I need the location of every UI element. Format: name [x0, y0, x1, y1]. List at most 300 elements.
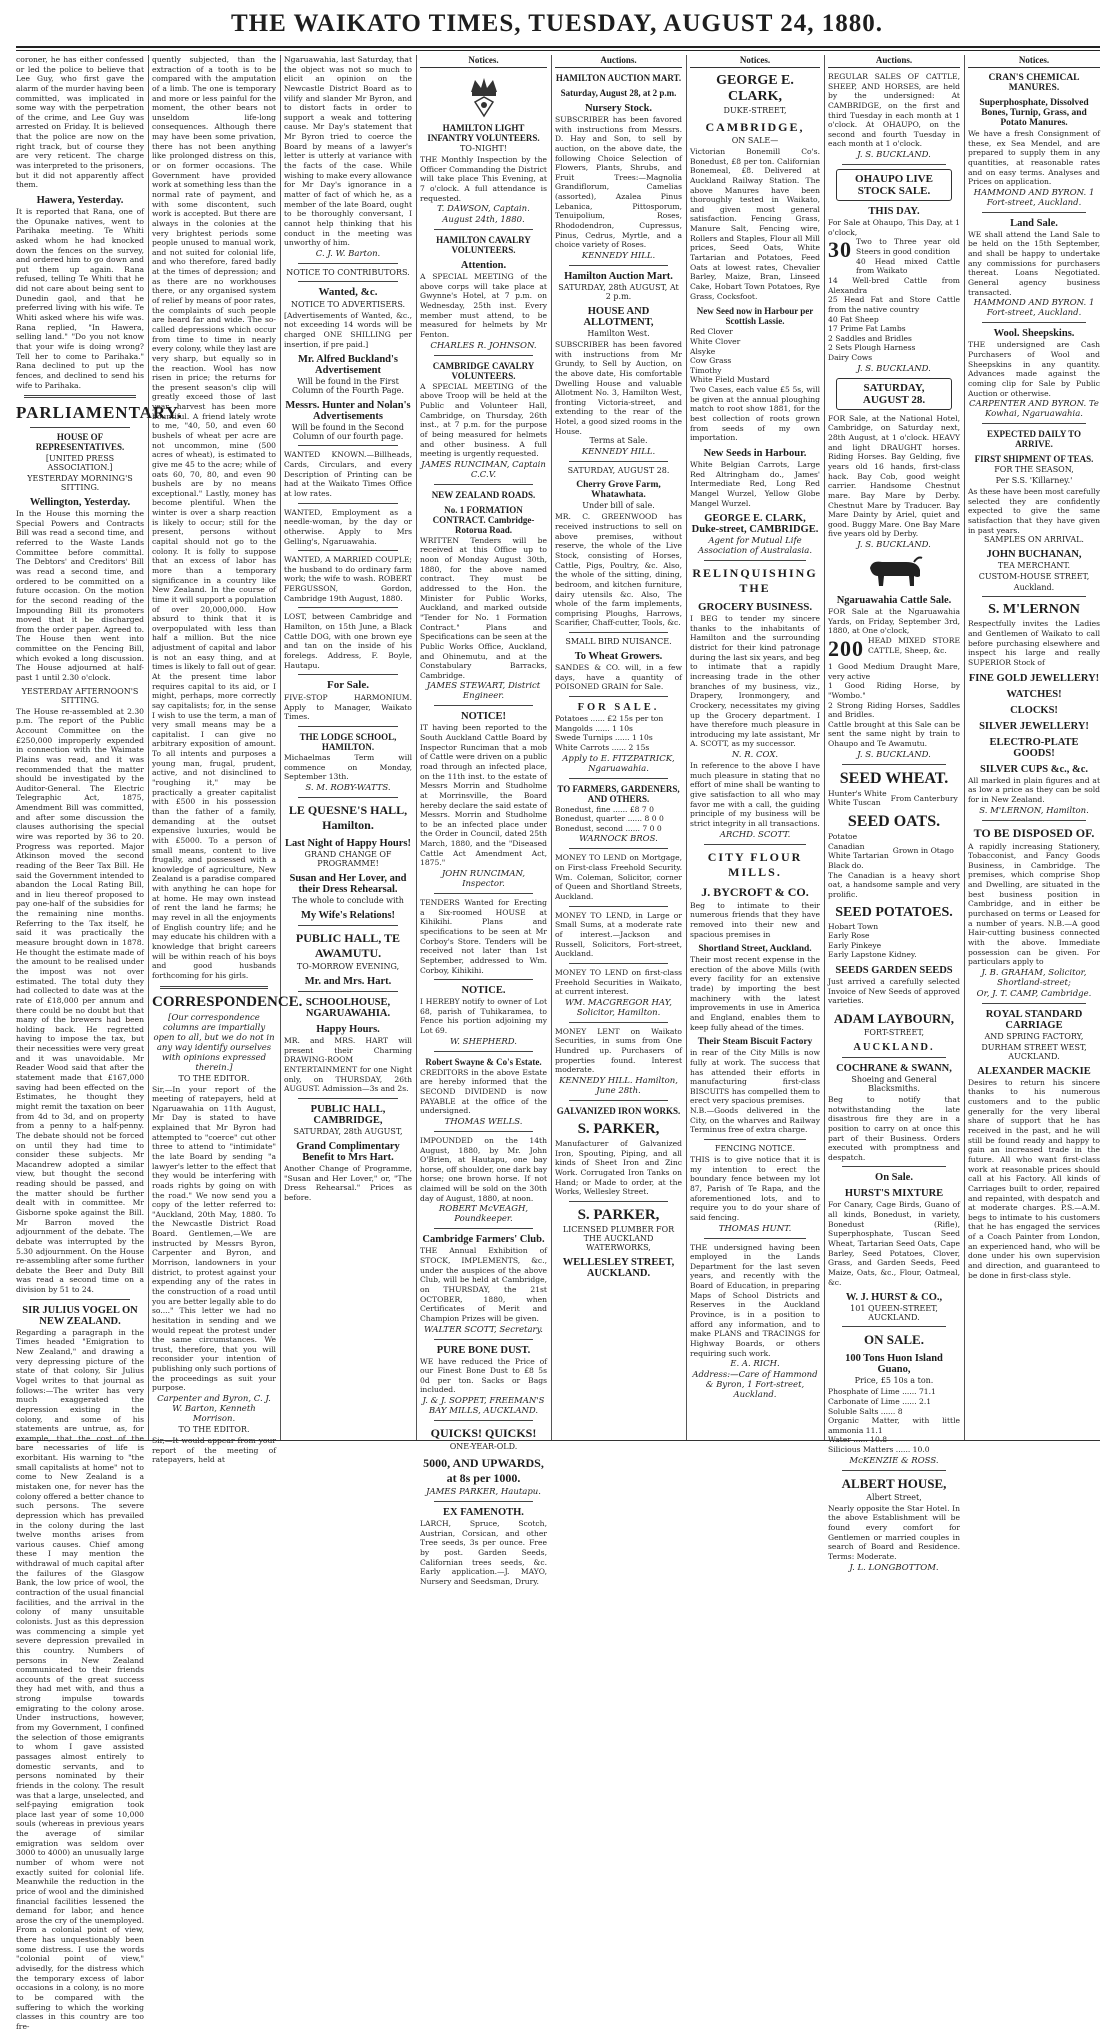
ad-item: ELECTRO-PLATE GOODS! [989, 736, 1079, 759]
ad-signature: ROBERT McVEAGH, Poundkeeper. [438, 1204, 529, 1225]
ad-text: Victorian Bonemill Co's. Bonedust, £8 per ton. Californian Bonemeal, £8. Delivered at Auckland Railway Station. The above Manures have been thoroughly tested in Waikato, and given most general satisfaction. Fencing Grass, Manure Salt, Fencing wire, Rollers and Staples, Flour all Mill prices, Seed Oats, White Tartarian and Potatoes, Feed Oats at lowest rates, Chevalier Barley, Maize, Bran, Linseed Cake, Hobart Town Potatoes, Rye Grass, Cocksfoot. [690, 147, 820, 301]
ad-sub: ON SALE— [731, 136, 779, 145]
ad-title: TO BE DISPOSED OF. [973, 825, 1095, 840]
column-header: Notices. [690, 55, 820, 68]
seed-row: Timothy [690, 365, 722, 375]
wanted-note: NOTICE TO ADVERTISERS. [290, 299, 406, 309]
ad-text: For Canary, Cage Birds, Guano of all kinds, Bonedust, in variety, Bonedust (Rifle), Superphosphate, Tuscan Seed Wheat, Tartarian Seed Oats, Cape Barley, Seed Potatoes, Clover, Grass, and Garden Seeds, Feed Maize, Oats, &c., Flour, Oatmeal, &c. [828, 1200, 960, 1287]
analysis-row: Phosphate of Lime ...... 71.1 [828, 1387, 936, 1397]
ad-sub: Hamilton West. [587, 328, 650, 338]
ad-address: Albert Street, [866, 1492, 922, 1502]
ad-text: SUBSCRIBER has been favored with instructions from Messrs. D. Hay and Son, to sell by auction, on the above date, the following Choice Selection of Flowers, Plants, Shrubs, and Fruit Trees:—Magnolia Grandiflorum, Camelias (assorted), Azalea Pinus Lebanica, Pittosporum, Tenuipolium, Roses, Rhododendron, Cupressus, Pinus, Cedrus, Myrtle, and a choice variety of Roses. [555, 115, 682, 250]
ad-title: CAMBRIDGE CAVALRY VOLUNTEERS. [432, 360, 535, 381]
ad-note: Agent for Mutual Life Association of Australasia. [697, 536, 813, 557]
ad-ship: Per S.S. 'Killarney.' [995, 476, 1073, 486]
ad-title: RELINQUISHING THE [692, 566, 818, 596]
ad-text: IT having been reported to the South Auckland Cattle Board by Inspector Runciman that a mob of Cattle were driven on a public road through an infected place, on the 11th inst. to the estate of Messrs Morrin and Studholme at Morrinsville, the Board hereby declare the said estate of Messrs. Morrin and Studholme to be an infected place under the Order in Council, dated 25th March, 1880, and the "Diseased Cattle Act Amendment Act, 1875." [420, 723, 547, 868]
ad-note: N.B.—Goods delivered in the City, on the wharves and Railway Terminus free of extra charge. [690, 1106, 820, 1135]
ad-title: EX FAMENOTH. [443, 1507, 524, 1519]
lot-list [868, 636, 960, 662]
ad-text: Two Cases, each value £5 5s, will be given at the annual ploughing match to root show 1881, for the best collection of roots grown from seeds of my own importation. [690, 385, 820, 443]
bull-icon [862, 554, 926, 590]
wheat-origin: From Canterbury [890, 793, 958, 803]
ad-sub: To Wheat Growers. [574, 651, 663, 663]
news-text: quently subjected, than the extraction of a tooth is to be compared with the amputation of a limb. The one is temporary and more or less painful for the moment, the other bears not unseldom life-long consequences. Although there may have been some privation, there has not been anything like prolonged distress on this, or on former occasions. The Government have provided work at something less than the normal rate of payment, and with some discontent, such work is accepted. But there are always in the colonies at the very brightest periods some people unused to manual work, and not suited for colonial life, and who therefore, fared badly at the times of depression; and as there are no workhouses there, or any organised system of relief by means of poor rates, the complaints of such people are heard far and wide. The so-called depressions which occur from time to time in nearly every colony, while they last are very sharp, but equally so in the reaction. Wool has now risen in price; the returns for the present season's clip will greatly exceed those of last year, harvest has been more bountiful. A friend lately wrote to me, "40, 50, and even 60 bushels of wheat per acre are not uncommon, mine (500 acres of wheat), is estimated to give me 45 to the acre; while of oats 60, 70, 80, and even 90 bushels are by no means exceptional." Lastly, money has become plentiful. When the winter is over a sharp reaction is likely to occur; still for the present, persons without capital should not go to the colony. It is folly to suppose that an excess of labor has more than a temporary significance in a country like New Zealand. In the course of time it will support a population of over 20,000,000. How absurd to think that it is overpopulated with less than half a million. But the nice adjustment of capital and labor is not an easy thing, and at times is likely to fall out of gear. At the present time labor requires capital to its aid, or I might, perhaps, more correctly say capitalists; for, in the sense I wish to use the term, a man of very small means may be a capitalist. I can give no arbitrary exposition of amount. To all intents and purposes a young man, frugal, prudent, active, and not disinclined to "roughing it," may be practically a greater capitalist with £500 in his possession than the father of a family, demanding at the outset expensive luxuries, would be with £5000. To a person of small means, content to live frugally, and possessed with a knowledge of agriculture, New Zealand is a paradise compared with anything he can hope for at home. He may own instead of rent the land he farms; he may revel in all the enjoyments of English country life; and he may educate his children with a knowledge that bright careers will be within reach of his boys and good husbands forthcoming for his girls. [152, 55, 276, 980]
hall-happy: Last Night of Happy Hours! [284, 838, 411, 850]
seed-list [690, 327, 820, 385]
price-row: Swede Turnips ...... 1 10s [555, 733, 653, 743]
letter-text: Sir,—In your report of the meeting of ratepayers, held at Ngaruawahia on 11th August, Mr Day is stated to have explained that Mr Byron had attempted to "coerce" cut other three to attend to "intimidate" the late Board by sending "a lawyer's letter to the effect that they would be interfering with roads rights by going on with the road." We now send you a copy of the letter referred to: "Auckland, 20th May, 1880. To the Newcastle District Road Board. Gentlemen,—We are instructed by Messrs Byron, Carpenter and Byron, and Morrison, landowners in your district, to protest against your expending any of the rates in the construction of a road until you are better legally able to do so...." This letter we had no hesitation in sending and we would repeat the protest under the same circumstances. We trust, therefore, that you will reconsider your intention of publishing only such portions of the proceedings as suit your purpose. [152, 1084, 276, 1393]
ad-signature: HAMMOND AND BYRON. 1 Fort-street, Auckland. [973, 298, 1095, 319]
ad-signature: THOMAS HUNT. [718, 1223, 792, 1234]
ad-title: HAMILTON LIGHT INFANTRY VOLUNTEERS. [427, 123, 540, 143]
ad-text: MONEY TO LEND, in Large or Small Sums, at a moderate rate of interest.—Jackson and Russell, Solicitors, Fort-street, Auckland. [555, 910, 682, 959]
ad-title: NOTICE! [461, 711, 506, 723]
column-divider [824, 55, 825, 1440]
ad-name: S. M'LERNON [988, 602, 1080, 618]
ad-signature: GEORGE E. CLARK, Duke-street, CAMBRIDGE. [691, 513, 819, 536]
ad-title: CITY FLOUR MILLS. [707, 849, 803, 879]
ohaupo-banner: OHAUPO LIVE STOCK SALE. [836, 169, 952, 201]
ad-signature: WALTER SCOTT, Secretary. [424, 1324, 543, 1335]
column-4 [420, 55, 547, 1586]
public-hall: PUBLIC HALL, TE AWAMUTU. [295, 931, 401, 961]
ad-text: A rapidly increasing Stationery, Tobacconist, and Fancy Goods Business, in Cambridge. The premises, which comprise Shop and Dwelling, are situated in the best business position in Cambridge, and in either be purchased on terms or Leased for a number of years. N.B.—A good Hair-cutting business connected with the above. Immediate possession can be given. For particulars apply to [968, 841, 1100, 967]
ad-title: Robert Swayne & Co's Estate. [425, 1056, 542, 1067]
ad-name: S. PARKER, [577, 1206, 660, 1223]
news-text: In the House this morning the Special Powers and Contracts Bill was read a second time, and referred to the Waste Lands Committee before committal. The Debtors' and Creditors' Bill was read a second time, and ordered to be committed on a future occasion. On the motion for the second reading of the Impounding Bill its promoters moved that it be discharged from the order paper. Agreed to. The House then went into committee on the Fencing Bill, which evoked a long discussion. The House adjourned at half-past 1 until 2.30 o'clock. [16, 509, 144, 683]
oats-origin: Grown in Otago [892, 846, 954, 856]
lot-list [856, 237, 960, 276]
ad-sub: SAMPLES ON ARRIVAL. [984, 535, 1084, 545]
ad-address: 101 QUEEN-STREET, AUCKLAND. [850, 1304, 938, 1323]
lot-row: 25 Head Fat and Store Cattle from the native country [828, 295, 960, 314]
ad-signature: WARNOCK BROS. [579, 834, 658, 845]
cam-title: PUBLIC HALL, CAMBRIDGE, [310, 1103, 386, 1126]
ad-text: WRITTEN Tenders will be received at this Office up to noon of Monday August 30th, 1880, for the above named contract. They must be addressed to the Hon. the Minister for Public Works, Auckland, and marked outside "Tender for No. 1 Formation Contract." Plans and Specifications can be seen at the Public Works Office, Auckland, and Ohinemutu, and at the Constabulary Barracks, Cambridge. [420, 535, 547, 680]
ad-title: TO FARMERS, GARDENERS, AND OTHERS. [557, 783, 680, 804]
ad-title: Mr. Alfred Buckland's Advertisement [297, 354, 399, 377]
seed-row: Cow Grass [690, 356, 732, 366]
ad-date: Saturday, August 28, at 2 p.m. [560, 88, 677, 98]
ad-title: SEED WHEAT. [839, 769, 949, 787]
ad-text: SUBSCRIBER has been favored with instructions from Mr Grundy, to Sell by Auction, on the above date, His comfortable Dwelling House and valuable Allotment No. 3, Hamilton West, fronting Victoria-street, and extending to the rear of the Hotel, a good sized rooms in the House. [555, 339, 682, 436]
ad-sub: Superphosphate, Dissolved Bones, Turnip, Grass, and Potato Manures. [979, 98, 1089, 128]
ad-text: WANTED KNOWN.—Billheads, Cards, Circulars, and every Description of Printing can be had at the Waikato Times Office at low rates. [284, 450, 412, 498]
potato-row: Hobart Town [828, 921, 879, 931]
column-header: Notices. [968, 55, 1100, 68]
ad-item: SILVER CUPS &c., &c. [979, 763, 1089, 775]
analysis-row: Carbonate of Lime ...... 2.1 [828, 1396, 932, 1406]
column-divider [964, 55, 965, 1440]
ad-text: MR. and MRS. HART will present their Charming DRAWING-ROOM ENTERTAINMENT for one Night only, on THURSDAY, 26th AUGUST. Admission—3s and 2s. [284, 1036, 412, 1094]
ad-signature: THOMAS WELLS. [444, 1116, 523, 1127]
ad-text: I HEREBY notify to owner of Lot 68, parish of Tuhikaramea, to Fence his portion adjoining my Lot 69. [420, 997, 547, 1036]
ad-text: LARCH, Spruce, Scotch, Austrian, Corsican, and other Tree seeds, 3s per ounce. Free by post. Garden Seeds, Californian trees seeds, &c. Early application.—J. MAYO, Nursery and Seedsman, Drury. [420, 1519, 547, 1586]
ad-text: Manufacturer of Galvanized Iron, Spouting, Piping, and all kinds of Sheet Iron and Zinc Work. Corrugated Iron Tanks on Hand; or Made to order, at the Works, Wellesley Street. [555, 1139, 682, 1197]
ad-sub: Attention. [460, 260, 507, 272]
ad-title: For Sale. [327, 679, 369, 692]
ad-town: CAMBRIDGE, [705, 120, 805, 134]
notice-contributors: NOTICE TO CONTRIBUTORS. [286, 267, 410, 277]
to-editor: TO THE EDITOR. [178, 1425, 250, 1434]
lot-row: 40 Head mixed Cattle from Waikato [856, 256, 960, 276]
ad-name: ADAM LAYBOURN, [833, 1011, 955, 1026]
column-header: Notices. [420, 55, 547, 68]
ad-signature: CHARLES R. JOHNSON. [430, 340, 537, 351]
column-8 [968, 55, 1100, 1440]
ad-text: Cattle brought at this Sale can be sent the same night by train to Ohaupo and Te Awamutu. [828, 719, 960, 749]
letter-signature: Carpenter and Byron, C. J. W. Barton, Kenneth Morrison. [157, 1394, 271, 1424]
ad-title: GROCERY BUSINESS. [697, 601, 813, 614]
ad-title: HAMILTON AUCTION MART. [555, 73, 682, 83]
ad-text: [Advertisements of Wanted, &c., not exceeding 14 words will be charged ONE SHILLING per insertion, if pre paid.] [284, 310, 412, 349]
ad-title: THE LODGE SCHOOL, HAMILTON. [299, 732, 397, 753]
ad-text: THE undersigned having been employed in the Lands Department for the last seven years, and recently with the Board of Education, in preparing Maps of School Districts and Reserves in the Auckland Province, is in a position to afford any information, and to make PLANS and TRACINGS for Highway Boards, or others requiring such work. [690, 1242, 820, 1358]
masthead: THE WAIKATO TIMES, TUESDAY, AUGUST 24, 1880. [230, 10, 884, 37]
ad-sub: AND SPRING FACTORY, [984, 1031, 1084, 1041]
ad-town: AUCKLAND. [853, 1042, 935, 1053]
ad-signature: S. M'LERNON, Hamilton. [979, 805, 1089, 816]
ad-title: Ngaruawahia Cattle Sale. [836, 595, 952, 607]
ad-name: ALEXANDER MACKIE [977, 1065, 1091, 1077]
ad-text: Michaelmas Term will commence on Monday, September 13th. [284, 753, 412, 782]
ad-text: CREDITORS in the above Estate are hereby informed that the SECOND DIVIDEND is now PAYABLE at the office of the undersigned. [420, 1067, 547, 1116]
wheat-row: White Tuscan [828, 798, 881, 808]
ad-text: FOR Sale, at the National Hotel, Cambridge, on Saturday next, 28th August, at 1 o'clock. HEAVY and light DRAUGHT horses. Riding Horses. Bay Gelding, five years old 16 hands, first-class hack. Bay Cob, good weight carrier. Handsome Chestnut mare. Bay Mare by Derby. Chestnut Mare by Traducer. Bay Mare Dainty by Ariel, quiet and good. Buggy Mare. One Bay Mare five years old by Derby. [828, 413, 960, 539]
ad-sub: New Seeds in Harbour. [703, 447, 807, 459]
ad-name: JOHN BUCHANAN, [986, 549, 1082, 561]
price-row: Bonedust, fine ...... £8 7 0 [555, 804, 654, 814]
lot-row: HEAD MIXED STORE CATTLE, Sheep, &c. [868, 635, 960, 655]
ad-signature: J. S. BUCKLAND. [857, 363, 931, 374]
lot-row: 40 Fat Sheep [828, 314, 879, 324]
ad-sub: 100 Tons Huon Island Guano, [845, 1353, 943, 1376]
oats-row: Potatoe [828, 832, 858, 842]
ad-title: Wool. Sheepskins. [993, 328, 1075, 340]
ad-sub: FOR THE SEASON, [994, 465, 1074, 475]
ad-terms: Terms at Sale. [589, 436, 648, 446]
ad-text: in rear of the City Mills is now fully at work. The success that has attended their efforts in manufacturing first-class BISCUITS has compelled them to erect very spacious premises. [690, 1048, 820, 1106]
ad-signature: JAMES PARKER, Hautapu. [426, 1487, 541, 1498]
oats-list [828, 832, 889, 871]
ad-address: Address:—Care of Hammond & Byron, 1 Fort-street, Auckland. [692, 1370, 818, 1401]
lot-number: 200 [828, 635, 864, 661]
ad-text: WANTED, Employment as a needle-woman, by the day or otherwise. Apply to Mrs Gelling's, Ngaruawahia. [284, 507, 412, 546]
ad-title: PURE BONE DUST. [436, 1344, 531, 1356]
ad-sub: Nursery Stock. [584, 103, 653, 114]
column-header: Auctions. [828, 55, 960, 68]
lot-block [828, 237, 960, 276]
ad-sub: Will be found in the First Column of the Fourth Page. [292, 377, 404, 396]
ad-address: DURHAM STREET WEST, AUCKLAND. [981, 1042, 1087, 1061]
wheat-list [828, 789, 887, 808]
ad-signature: W. J. HURST & CO., [845, 1292, 943, 1304]
ad-title: Messrs. Hunter and Nolan's Advertisements [285, 400, 411, 423]
seed-row: White Field Mustard [690, 375, 770, 385]
seed-row: Alsyke [690, 346, 716, 356]
editorial-note: [Our correspondence columns are impartially open to all, but we do not in any way identify ourselves with opinions expressed therein.] [153, 1012, 275, 1073]
ad-text: White Belgian Carrots, Large Red Altringham do., James' Intermediate Red, Long Red Mangel Wurzel, Yellow Globe Mangel Wurzel. [690, 459, 820, 508]
ad-text: LOST, between Cambridge and Hamilton, on 15th June, a Black Cattle DOG, with one brown eye and tan on the inside of his forelegs. Address, F. Boyle, Hautapu. [284, 612, 412, 670]
ad-signature: WM. MACGREGOR HAY, Solicitor, Hamilton. [565, 997, 672, 1018]
ad-title: GALVANIZED IRON WORKS. [556, 1106, 681, 1116]
ad-signature: J. B. GRAHAM, Solicitor, Shortland-street; [981, 967, 1087, 988]
ad-signature: KENNEDY HILL. [581, 250, 656, 261]
ad-signature: JAMES RUNCIMAN, Captain C.C.V. [421, 459, 546, 480]
ad-title: SMALL BIRD NUISANCE. [565, 637, 672, 647]
ad-sub: Shortland Street, Auckland. [698, 944, 812, 955]
ad-text: Desires to return his sincere thanks to his numerous customers and to the public generally for the very liberal share of support that he has received in the past, and he will still be found ready and happy to gain an increased trade in the future. All who want first-class work at reasonable prices should call at his Factory. All kinds of Carriages built to order, repaired and repainted, with despatch and at moderate charges. P.S.—A.M. begs to intimate to his customers that he has engaged the services of a Coach Painter from London, an experienced hand, who will be done under his own supervision and direction, and guaranteed to be done in first-class style. [968, 1077, 1100, 1280]
ad-signature: CARPENTER AND BYRON. Te Kowhai, Ngaruawahia. [969, 399, 1099, 420]
ad-title: ON SALE. [864, 1332, 924, 1348]
analysis-row: Organic Matter, with little ammonia 11.1 [828, 1416, 960, 1435]
column-3 [284, 55, 412, 1440]
wanted-heading: Wanted, &c. [318, 285, 378, 298]
column-header: Auctions. [555, 55, 682, 68]
ad-item: FINE GOLD JEWELLERY! [968, 672, 1100, 684]
ad-text: In reference to the above I have much pleasure in stating that no effort of mine shall be wanting to give satisfaction to all who may favor me with a call, the guiding principle of my business will be strict integrity in all transactions. [690, 761, 820, 828]
seed-row: White Clover [690, 336, 741, 346]
ad-sub: THIS DAY. [868, 206, 920, 218]
ad-title: EXPECTED DAILY TO ARRIVE. [986, 429, 1082, 450]
ad-text: THE undersigned are Cash Purchasers of Wool and Sheepskins in any quantity. Advances made against the coming clip for Sale by Public Auction or otherwise. [968, 340, 1100, 398]
press-credit: [UNITED PRESS ASSOCIATION.] [45, 454, 115, 473]
ad-signature: N. R. COX. [731, 750, 779, 761]
ad-name: ALBERT HOUSE, [841, 1475, 947, 1491]
crown-crest-icon [463, 72, 505, 118]
ad-sub: No. 1 FORMATION CONTRACT. Cambridge-Rotorua Road. [432, 504, 535, 535]
masthead-rule [16, 46, 1100, 48]
ad-text: WANTED, A MARRIED COUPLE; the husband to do ordinary farm work; the wife to wash. ROBERT FERGUSSON, Gordon, Cambridge 19th August, 1880. [284, 555, 412, 603]
ad-date: SATURDAY, 28th AUGUST, At 2 p.m. [558, 282, 679, 301]
saturday-banner: SATURDAY, AUGUST 28. [836, 378, 952, 410]
ad-title: Land Sale. [1010, 217, 1058, 229]
ad-title: HAMILTON CAVALRY VOLUNTEERS. [436, 235, 531, 256]
oats-row: White Tartarian [828, 851, 889, 861]
ad-signature: J. & J. SOPPET, FREEMAN'S BAY MILLS, AUCKLAND. [422, 1396, 545, 1417]
lot-row: 1 Good Riding Horse, by "Wombo." [828, 681, 960, 700]
ad-text: I BEG to tender my sincere thanks to the inhabitants of Hamilton and the surrounding district for their kind patronage during the last six years, and beg to intimate that a rapidly increasing trade in the other branches of my business, viz., Drapery, Ironmongery, and Crockery, necessitates my giving up the Grocery department. I have therefore much pleasure in introducing my late assistant, Mr A. SCOTT, as my successor. [690, 614, 820, 749]
ad-signature: McKENZIE & ROSS. [849, 1455, 939, 1466]
ad-signature: HAMMOND AND BYRON. 1 Fort-street, Auckland. [973, 187, 1095, 208]
cam-grand: Grand Complimentary Benefit to Mrs Hart. [296, 1140, 400, 1163]
house-heading: HOUSE OF REPRESENTATIVES. [35, 432, 125, 453]
ad-sub: Shoeing and General Blacksmiths. [851, 1075, 937, 1093]
ad-signature: W. SHEPHERD. [449, 1036, 518, 1047]
potato-row: Early Rose [828, 931, 870, 941]
school-title: SCHOOLHOUSE, NGARUAWAHIA. [305, 997, 391, 1020]
wheat-row: Hunter's White [828, 788, 887, 798]
article-title: SIR JULIUS VOGEL ON NEW ZEALAND. [22, 1304, 138, 1327]
ad-text: Beg to intimate to their numerous friends that they have removed into their new and spacious premises in [690, 900, 820, 939]
ad-signature: J. S. BUCKLAND. [857, 749, 931, 760]
ad-signature: KENNEDY HILL. Hamilton, June 28th. [559, 1076, 678, 1096]
ad-text: We have a fresh Consignment of these, ex Sea Mendel, and are prepared to supply them in any quantities, at reasonable rates and on easy terms. Analyses and Prices on application. [968, 129, 1100, 187]
ad-text: For Sale at Ohaupo, This Day, at 1 o'clock, [828, 218, 960, 237]
ad-text: MONEY TO LEND on first-class Freehold Securities in Waikato, at current interest. [555, 967, 682, 997]
column-divider [280, 55, 281, 1440]
letter-text: Sir,—It would appear from your report of the meeting of ratepayers, held at [152, 1436, 276, 1465]
ad-title: FIRST SHIPMENT OF TEAS. [974, 454, 1094, 465]
ad-date: August 24th, 1880. [442, 215, 525, 226]
pub-mr: Mr. and Mrs. Hart. [304, 976, 392, 988]
ad-signature: JAMES STEWART, District Engineer. [426, 681, 541, 702]
ad-item: WATCHES! [1006, 688, 1062, 700]
lot-row: 2 Strong Riding Horses, Saddles and Bridles. [828, 700, 960, 720]
ad-address: CUSTOM-HOUSE STREET, [978, 572, 1090, 582]
ad-title: FOR SALE. [577, 701, 660, 713]
ad-sub: TO-NIGHT! [460, 144, 507, 153]
analysis-row: Water ...... 10.8 [828, 1435, 888, 1445]
news-text: coroner, he has either confessed or led the police to believe that Lee Guy, who first gave the alarm of the murder having been committed, was implicated in some way with the perpetration of the crime, and Lee Guy was arrested on Friday. It is believed that the police are now on the right track, but of course they are very reticent. The charge was interpreted to the prisoners, but it did not apparently affect them. [16, 55, 144, 190]
ad-address: FORT-STREET, [863, 1028, 925, 1037]
hall-title: LE QUESNE'S HALL, Hamilton. [288, 803, 408, 833]
lot-row: 2 Sets Plough Harness [828, 343, 916, 353]
to-editor: TO THE EDITOR. [178, 1073, 250, 1083]
ad-sub: ONE-YEAR-OLD. [449, 1442, 518, 1452]
lot-row: 1 Good Medium Draught Mare, very active [828, 661, 960, 681]
ad-title: FENCING NOTICE. [714, 1144, 796, 1154]
column-6 [690, 55, 820, 1440]
ad-sub: Their Steam Biscuit Factory [697, 1037, 813, 1048]
ad-note: The Canadian is a heavy short oat, a handsome sample and very prolific. [828, 870, 960, 899]
ad-name: J. BYCROFT & CO. [701, 884, 809, 899]
ad-text: Another Change of Programme, "Susan and Her Lover," or, "The Dress Rehearsal." Prices as before. [284, 1163, 412, 1202]
masthead-rule-thin [16, 50, 1100, 51]
ad-town: Auckland. [1013, 583, 1055, 593]
ad-signature: T. DAWSON, Captain. [437, 204, 530, 215]
ad-text: THE Annual Exhibition of STOCK, IMPLEMENTS, &c., under the auspices of the above Club, will be held at Cambridge, on THURSDAY, the 21st OCTOBER, 1880, when Certificates of Merit and Champion Prizes will be given. [420, 1246, 547, 1323]
price-row: White Carrots ...... 2 15s [555, 742, 650, 752]
price-row: Potatoes ...... £2 15s per ton [555, 713, 664, 723]
ad-sub: HURST'S MIXTURE [844, 1188, 944, 1200]
ad-text: Nearly opposite the Star Hotel. In the above Establishment will be found every comfort for Gentlemen or married couples in search of Board and Residence. Terms: Moderate. [828, 1503, 960, 1561]
lot-row: 14 Well-bred Cattle from Alexandra [828, 275, 960, 295]
hall-grand: GRAND CHANGE OF PROGRAMME! [304, 850, 392, 869]
page-bottom-rule [16, 1440, 1100, 1441]
ad-text: MONEY TO LEND on Mortgage, on First-class Freehold Security. Wm. Coleman, Solicitor, corner of Queen and Shortland Streets, Auckland. [555, 853, 682, 902]
ad-title: On Sale. [875, 1172, 913, 1184]
oats-row: Canadian [828, 841, 865, 851]
seed-row: Red Clover [690, 327, 733, 337]
hall-susan: Susan and Her Lover, and their Dress Rehearsal. [289, 873, 407, 896]
ad-text: THIS is to give notice that it is my intention to erect the boundary fence between my lot 87, Parish of Te Rapa, and the aforementioned lots, and to require you to do your share of said fencing. [690, 1155, 820, 1222]
column-2 [152, 55, 303, 1465]
news-text: Regarding a paragraph in the Times headed "Emigration to New Zealand," and drawing a very depressing picture of the state of that colony, Sir Julius Vogel writes to that journal as follows:—The writer has very much exaggerated the depression existing in the colony, and some of his statements are untrue, as, for example, that the cost of the bare necessaries of life is exorbitant. His warning to "the small capitalists at home" not to come to New Zealand is a mistaken one, for never has the colony offered a better chance to such persons. The severe depression which has prevailed in the colony during the last twelve months arises from various causes. Chief among these I may mention the withdrawal of much capital after the failures of the Glasgow Bank, the low price of wool, the contraction of the usual financial facilities, and the arrival in the colony of many unsuitable colonists. Just as this depression was commencing a simple yet severe depression prevailed in this country. Numbers of persons in New Zealand communicated to their friends accounts of the great success they had met with, and thus a strong impulse towards emigrating to the colony arose. Under instructions, however, from my Government, I confined the selection of those emigrants to whom I gave assisted passages almost entirely to domestic servants, and to persons nominated by their friends in the colony. The result was that a large, unselected, and self-paying emigration took place last year of some 10,000 souls (whereas in previous years the average of similar emigration was seldom over 3000 to 4000) an unusually large number of whom were not exactly suited for colonial life. Meanwhile the reduction in the price of wool and the diminished financial facilities lessened the demand for labor, and hence arose the cry of the unemployed. From a colonial point of view, there has unquestionably been some distress. I use the words "colonial point of view," advisedly, for the distress which the temporary excess of labor occasions in a colony, is no more to be compared with the suffering to which the working classes in this country are too fre- [16, 1327, 144, 2031]
ad-text: FOR Sale at the Ngaruawahia Yards, on Friday, September 3rd, 1880, at One o'clock, [828, 607, 960, 636]
ad-text: All marked in plain figures and at as low a price as they can be sold for in New Zealand. [968, 775, 1100, 804]
hall-relations: My Wife's Relations! [300, 910, 396, 922]
ad-text: Just arrived a carefully selected Invoice of New Seeds of approved varieties. [828, 977, 960, 1006]
dateline: Wellington, Yesterday. [29, 497, 131, 509]
column-divider [551, 55, 552, 1440]
sitting-heading: YESTERDAY AFTERNOON'S SITTING. [21, 686, 139, 705]
ad-text: SANDES & CO. will, in a few days, have a quantity of POISONED GRAIN for Sale. [555, 663, 682, 692]
analysis-row: Soluble Salts ...... 8 [828, 1406, 903, 1416]
ad-name: GEORGE E. CLARK, [716, 73, 794, 104]
ad-signature: Apply to E. FITZPATRICK, Ngaruawahia. [562, 753, 675, 774]
lot-row: Dairy Cows [828, 353, 873, 363]
potato-row: Early Lapstone Kidney. [828, 950, 917, 960]
ad-sub: New Seed now in Harbour per Scottish Lassie. [696, 306, 814, 327]
column-5 [555, 55, 682, 1440]
news-text: The House re-assembled at 2.30 p.m. The report of the Public Account Committee on the £250,000 improperly expended in connection with the Waimate Plains was read, and it was recommended that the matter should be investigated by the Auditor-General. The Electric Telegraphic Act, 1875, Amendment Bill was committed, and after some discussion the clauses authorising the special wire was reported by 36 to 20. Progress was reported. Major Atkinson moved the second reading of the Beer Tax Bill. He said the Government intended to abandon the Local Rating Bill, and in lieu thereof proposed to pay one-half of the subsidies for the remaining nine months. Referring to the Tax itself, he said it was practically the measure brought down in 1878. He thought the estimate made of the amount to be realised under the impost was not over estimated. The total duty they had collected to date was at the rate of £18,000 per annum and there could be no doubt but that many of the brewers had been holding back. He regretted having to impose the tax, but their necessities were very great and it was unavoidable. Mr Reader Wood said that after the statement made that £167,000 saving had been effected on the Estimates, he thought they might remit the taxation on beer from 4d to 3d, and on property from a penny to a half-penny. The debate should not be forced on until they had time to consider these subjects. Mr Macandrew adopted a similar view, but thought the second reading should be passed, and the matter should be further dealt with in committee. Mr Gisborne spoke against the Bill. Mr Barron moved the adjournment of the debate. The debate was interrupted by the 5.30 adjournment. On the House re-assembling after some further debate the Beer and Duty Bill was read a second time on a division by 51 to 24. [16, 706, 144, 1295]
letter-signature: C. J. W. Barton. [315, 248, 381, 259]
ad-text: Respectfully invites the Ladies and Gentlemen of Waikato to call before purchasing elsewhere and inspect his large and really SUPERIOR Stock of [968, 619, 1100, 667]
ad-signature: JOHN RUNCIMAN, Inspector. [441, 869, 526, 890]
ad-signature: J. S. BUCKLAND. [857, 540, 931, 551]
lot-block [828, 636, 960, 662]
lot-number: 30 [828, 237, 852, 263]
ad-title: SEED POTATOES. [835, 904, 953, 920]
column-divider [416, 55, 417, 1440]
ad-signature: J. S. BUCKLAND. [857, 150, 931, 161]
dateline: Hawera, Yesterday. [36, 194, 124, 206]
letter-text: Ngaruawahia, last Saturday, that the object was not so much to elicit an opinion on the Newcastle District Board as to vilify and slander Mr Byron, and to distort facts in order to support a weak and tottering cause. Mr Day's statement that Mr Byron tried to coerce the Board by means of a lawyer's letter is utterly at variance with the facts of the case. While wishing to make every allowance for Mr Day's ignorance in a matter of fact of which he, as a member of the late Board, ought to be thoroughly conversant, I cannot help thinking that his conduct in the meeting was unworthy of him. [284, 55, 412, 248]
ad-title: SEEDS GARDEN SEEDS [835, 965, 953, 977]
column-1 [16, 55, 183, 2031]
ad-text: MONEY LENT on Waikato Securities, in sums from One Hundred up. Purchasers of properties found. Interest moderate. [555, 1026, 682, 1075]
ad-signature: ARCHD. SCOTT. [719, 829, 791, 840]
cam-date: SATURDAY, 28th AUGUST, [293, 1126, 403, 1136]
lot-row: Two to Three year old Steers in good condition [856, 237, 960, 257]
ad-title: NOTICE. [461, 985, 506, 997]
section-title-parliamentary: PARLIAMENTARY. [16, 403, 183, 423]
lot-row: 17 Prime Fat Lambs [828, 324, 906, 334]
ad-text: WE shall attend the Land Sale to be held on the 15th September, and shall be happy to undertake any commissions for purchasers thereat. Loans Negotiated. General agency business transacted. [968, 229, 1100, 297]
ad-price: Price, £5 10s a ton. [854, 1376, 934, 1386]
ad-text: Beg to notify that notwithstanding the late disastrous fire they are in a position to carry on at once this part of their Business. Orders executed with promptness and despatch. [828, 1095, 960, 1162]
ad-signature: S. M. ROBY-WATTS. [305, 783, 391, 794]
ad-title: Cherry Grove Farm, Whatawhata. [576, 480, 661, 501]
ad-text: Their most recent expense in the erection of the above Mills (with every facility for an extensive trade) by importing the best machinery with the latest improvements in use in America and England, enables them to keep fully ahead of the times. [690, 955, 820, 1032]
ad-signature: J. L. LONGBOTTOM. [849, 1562, 939, 1573]
ad-signature: E. A. RICH. [730, 1359, 780, 1370]
column-divider [686, 55, 687, 1440]
ad-date: SATURDAY, AUGUST 28. [567, 466, 670, 476]
analysis-row: Silicious Matters ...... 10.0 [828, 1445, 930, 1455]
ad-text: IMPOUNDED on the 14th August, 1880, by Mr. John O'Brien, at Hautapu, one bay horse, off shoulder, one dark bay horse; one brown horse. If not claimed will be sold on the 30th day of August, 1880, at noon. [420, 1135, 547, 1203]
wheat-block [828, 789, 960, 808]
ad-sub: HOUSE AND ALLOTMENT, [583, 305, 654, 328]
ad-sub: Under bill of sale. [582, 501, 655, 511]
column-7 [828, 55, 960, 1573]
ad-text: WE have reduced the Price of our Finest Bone Dust to £8 5s 0d per ton. Sacks or Bags included. [420, 1356, 547, 1395]
ad-sub: TEA MERCHANT. [997, 561, 1071, 571]
news-text: It is reported that Rana, one of the Opunake natives, went to Parihaka meeting. Te Whiti asked whom he had knocked down the fences on the survey, and ordered him to go down and put them up again. Rana refused, telling Te Whiti that he did not care about being sent to Dunedin gaol, and that he preferred living with his wife. Te Whiti asked where his wife was. Rana replied, "In Hawera, selling land." "Do you not know that your wife is doing wrong? Tell her to come to Parihaka." Rana declined to put up the fences, and declined to send his wife to Parihaka. [16, 206, 144, 390]
column-divider [148, 55, 149, 1440]
ad-name: COCHRANE & SWANN, [836, 1063, 952, 1074]
lot-row: 2 Saddles and Bridles [828, 333, 912, 343]
ad-sub: Will be found in the Second Column of our fourth page. [291, 423, 405, 442]
ad-title: CRAN'S CHEMICAL MANURES. [988, 73, 1080, 93]
oats-block [828, 832, 960, 871]
sitting-heading: YESTERDAY MORNING'S SITTING. [27, 474, 133, 493]
ad-title: NEW ZEALAND ROADS. [431, 489, 536, 500]
ad-text: TENDERS Wanted for Erecting a Six-roomed HOUSE at Kihikihi. Plans and specifications to be seen at Mr Corboy's Store. Tenders will be received not later than 1st September, addressed to Wm. Corboy, Kihikihi. [420, 898, 547, 975]
ad-title: SEED OATS. [847, 813, 941, 831]
section-title-correspondence: CORRESPONDENCE. [152, 993, 303, 1010]
ad-big: 5000, AND UPWARDS, at 8s per 1000. [423, 1456, 544, 1486]
ad-item: SILVER JEWELLERY! [979, 720, 1089, 732]
ad-text: THE Monthly Inspection by the Officer Commanding the District will take place This Evening, at 7 o'clock. A full attendance is requested. [420, 155, 547, 203]
ad-text: A SPECIAL MEETING of the above corps will take place at Gwynne's Hotel, at 7 p.m. on Wednesday, 25th inst. Every member must attend, to be measured for helmets by Mr Fenton. [420, 272, 547, 340]
ad-sub: LICENSED PLUMBER FOR THE AUCKLAND WATERWORKS, [562, 1224, 675, 1252]
ad-signature: KENNEDY HILL. [581, 447, 656, 458]
price-list [555, 805, 682, 834]
ad-text: REGULAR SALES OF CATTLE, SHEEP, AND HORSES, are held by the undersigned: At CAMBRIDGE, on the first and third Tuesday in each month at 1 o'clock. At OHAUPO, on the second and fourth Tuesday in each month at 1 o'clock. [828, 72, 960, 149]
